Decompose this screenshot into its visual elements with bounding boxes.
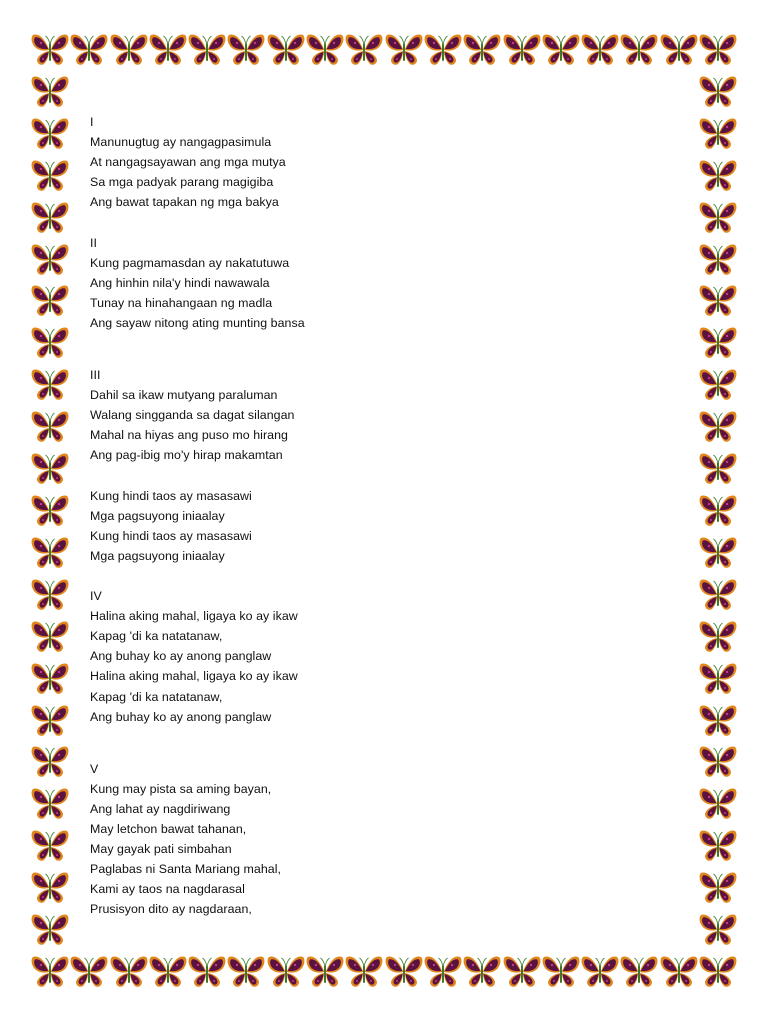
butterfly-icon [266, 955, 306, 989]
poem-line: Ang lahat ay nagdiriwang [90, 801, 231, 816]
poem-line: Mahal na hiyas ang puso mo hirang [90, 428, 288, 443]
butterfly-icon [698, 243, 738, 277]
butterfly-icon [698, 662, 738, 696]
butterfly-icon [226, 33, 266, 67]
poem-line: Ang sayaw nitong ating munting bansa [90, 315, 305, 330]
butterfly-icon [30, 284, 70, 318]
poem-line: Ang hinhin nila'y hindi nawawala [90, 275, 270, 290]
poem-line: Prusisyon dito ay nagdaraan, [90, 902, 252, 917]
poem-line: Ang buhay ko ay anong panglaw [90, 649, 272, 664]
butterfly-icon [30, 33, 70, 67]
butterfly-icon [423, 955, 463, 989]
poem-line: Mga pagsuyong iniaalay [90, 548, 225, 563]
butterfly-icon [30, 326, 70, 360]
butterfly-icon [30, 578, 70, 612]
butterfly-icon [698, 326, 738, 360]
butterfly-icon [30, 745, 70, 779]
poem-line: Kung may pista sa aming bayan, [90, 781, 272, 796]
poem-line: Dahil sa ikaw mutyang paraluman [90, 388, 278, 403]
butterfly-icon [30, 913, 70, 947]
butterfly-icon [698, 913, 738, 947]
butterfly-icon [698, 201, 738, 235]
poem-line: At nangagsayawan ang mga mutya [90, 155, 286, 170]
butterfly-icon [266, 33, 306, 67]
butterfly-icon [698, 284, 738, 318]
butterfly-icon [226, 955, 266, 989]
butterfly-icon [148, 33, 188, 67]
stanza-label: IV [90, 589, 102, 604]
poem-line: Kung hindi taos ay masasawi [90, 528, 252, 543]
poem-line: Kami ay taos na nagdarasal [90, 882, 245, 897]
butterfly-icon [384, 955, 424, 989]
butterfly-icon [344, 33, 384, 67]
stanza-label: V [90, 761, 99, 776]
butterfly-icon [698, 452, 738, 486]
butterfly-icon [109, 33, 149, 67]
butterfly-icon [187, 33, 227, 67]
poem-line: Halina aking mahal, ligaya ko ay ikaw [90, 669, 298, 684]
butterfly-icon [187, 955, 227, 989]
poem-line: Ang pag-ibig mo'y hirap makamtan [90, 448, 283, 463]
butterfly-icon [109, 955, 149, 989]
butterfly-icon [659, 955, 699, 989]
butterfly-icon [698, 117, 738, 151]
poem-line: Kung pagmamasdan ay nakatutuwa [90, 255, 290, 270]
butterfly-icon [698, 829, 738, 863]
butterfly-icon [30, 75, 70, 109]
poem-line: Mga pagsuyong iniaalay [90, 508, 225, 523]
stanza-label: III [90, 368, 101, 383]
butterfly-icon [619, 33, 659, 67]
butterfly-icon [698, 536, 738, 570]
butterfly-icon [698, 494, 738, 528]
butterfly-icon [698, 787, 738, 821]
poem-line: Tunay na hinahangaan ng madla [90, 295, 273, 310]
butterfly-icon [30, 536, 70, 570]
butterfly-icon [502, 955, 542, 989]
butterfly-icon [30, 955, 70, 989]
butterfly-icon [580, 33, 620, 67]
butterfly-icon [305, 33, 345, 67]
butterfly-icon [698, 33, 738, 67]
poem-line: May letchon bawat tahanan, [90, 822, 247, 836]
butterfly-icon [30, 452, 70, 486]
poem-line: Halina aking mahal, ligaya ko ay ikaw [90, 609, 298, 624]
butterfly-icon [30, 494, 70, 528]
butterfly-icon [698, 620, 738, 654]
butterfly-icon [30, 368, 70, 402]
butterfly-icon [30, 829, 70, 863]
butterfly-icon [698, 410, 738, 444]
butterfly-icon [659, 33, 699, 67]
butterfly-icon [698, 745, 738, 779]
butterfly-icon [30, 662, 70, 696]
butterfly-icon [423, 33, 463, 67]
poem-line: Walang singganda sa dagat silangan [90, 408, 295, 423]
butterfly-icon [502, 33, 542, 67]
butterfly-icon [69, 33, 109, 67]
butterfly-icon [698, 159, 738, 193]
poem-line: Ang buhay ko ay anong panglaw [90, 709, 272, 724]
poem-body [90, 112, 650, 919]
butterfly-icon [30, 201, 70, 235]
butterfly-icon [30, 704, 70, 738]
poem-line: Manunugtug ay nangagpasimula [90, 135, 272, 150]
butterfly-icon [344, 955, 384, 989]
poem-line: Kapag 'di ka natatanaw, [90, 629, 223, 644]
butterfly-icon [30, 117, 70, 151]
poem-line: Paglabas ni Santa Mariang mahal, [90, 862, 282, 877]
stanza-label: II [90, 235, 97, 250]
butterfly-icon [698, 368, 738, 402]
butterfly-icon [698, 871, 738, 905]
butterfly-icon [30, 159, 70, 193]
poem-line: Ang bawat tapakan ng mga bakya [90, 195, 279, 210]
butterfly-icon [30, 620, 70, 654]
butterfly-icon [580, 955, 620, 989]
butterfly-icon [619, 955, 659, 989]
butterfly-icon [148, 955, 188, 989]
poem-line: Kung hindi taos ay masasawi [90, 488, 252, 503]
butterfly-icon [541, 955, 581, 989]
butterfly-icon [698, 704, 738, 738]
butterfly-icon [30, 410, 70, 444]
butterfly-icon [698, 578, 738, 612]
butterfly-icon [305, 955, 345, 989]
poem-line: Sa mga padyak parang magigiba [90, 175, 274, 190]
butterfly-icon [698, 955, 738, 989]
butterfly-icon [30, 243, 70, 277]
butterfly-icon [698, 75, 738, 109]
stanza-label: I [90, 115, 94, 129]
butterfly-icon [462, 955, 502, 989]
butterfly-icon [462, 33, 502, 67]
butterfly-icon [69, 955, 109, 989]
butterfly-icon [30, 871, 70, 905]
butterfly-icon [384, 33, 424, 67]
butterfly-icon [30, 787, 70, 821]
butterfly-icon [541, 33, 581, 67]
poem-line: Kapag 'di ka natatanaw, [90, 689, 223, 704]
poem-line: May gayak pati simbahan [90, 842, 232, 857]
